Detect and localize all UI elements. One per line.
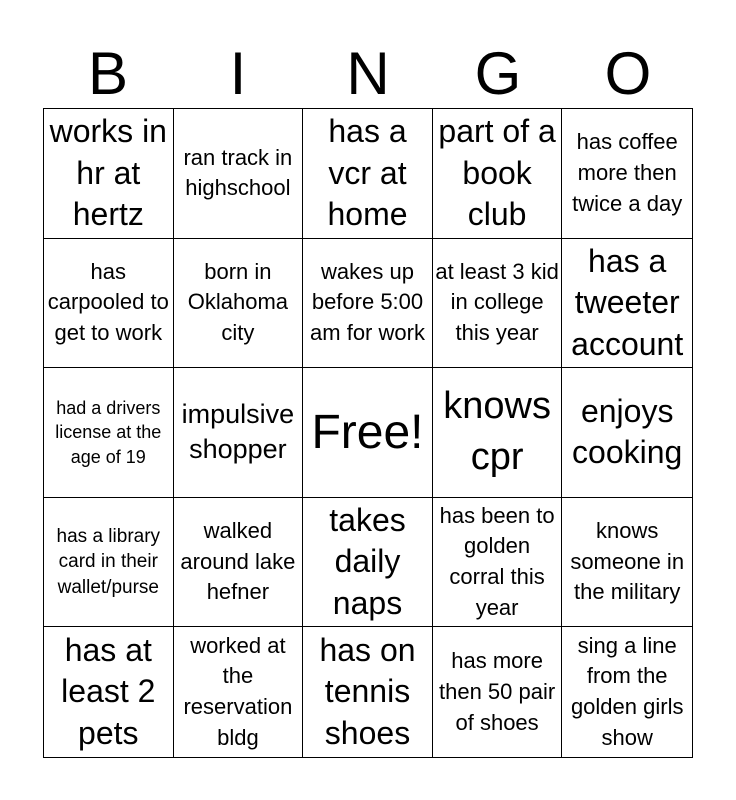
bingo-cell-r3c4[interactable] (433, 368, 563, 498)
header-letter-b: B (87, 40, 129, 107)
bingo-cell-r1c5[interactable] (562, 109, 692, 239)
cell-text: has a vcr at home (327, 112, 408, 233)
bingo-cell-r2c5[interactable] (562, 239, 692, 369)
bingo-cell-r4c4[interactable] (433, 498, 563, 628)
cell-text: has been to golden corral this year (439, 502, 555, 620)
bingo-cell-r3c1[interactable] (44, 368, 174, 498)
bingo-cell-r1c2[interactable] (174, 109, 304, 239)
cell-text: enjoys cooking (572, 392, 683, 471)
cell-text: impulsive shopper (181, 399, 295, 465)
cell-text: has carpooled to get to work (47, 258, 169, 346)
cell-text: part of a book club (438, 112, 556, 233)
bingo-cell-r1c4[interactable] (433, 109, 563, 239)
bingo-cell-r2c2[interactable] (174, 239, 304, 369)
bingo-cell-r5c4[interactable] (433, 627, 563, 757)
cell-text: takes daily naps (329, 501, 406, 621)
bingo-cell-r1c3[interactable] (303, 109, 433, 239)
bingo-cell-r3c2[interactable] (174, 368, 304, 498)
cell-text: has a library card in their wallet/purse (56, 525, 161, 598)
bingo-cell-r4c5[interactable] (562, 498, 692, 628)
cell-text: has coffee more then twice a day (572, 129, 683, 216)
bingo-cell-r2c3[interactable] (303, 239, 433, 369)
bingo-cell-r5c3[interactable] (303, 627, 433, 757)
bingo-cell-r5c5[interactable] (562, 627, 692, 757)
bingo-cell-r1c1[interactable] (44, 109, 174, 239)
cell-text: had a drivers license at the age of 19 (55, 398, 162, 467)
bingo-board (43, 108, 693, 758)
bingo-cell-free[interactable] (303, 368, 433, 498)
bingo-cell-r4c1[interactable] (44, 498, 174, 628)
cell-text: works in hr at hertz (49, 112, 167, 233)
cell-text: sing a line from the golden girls show (570, 632, 684, 750)
bingo-cell-r4c2[interactable] (174, 498, 304, 628)
bingo-cell-r4c3[interactable] (303, 498, 433, 628)
free-space-text: Free! (311, 405, 424, 459)
cell-text: has on tennis shoes (319, 631, 416, 751)
bingo-header (43, 40, 693, 108)
cell-text: has at least 2 pets (61, 631, 156, 751)
header-letter-o: O (604, 40, 652, 107)
cell-text: wakes up before 5:00 am for work (310, 258, 425, 346)
bingo-cell-r5c2[interactable] (174, 627, 304, 757)
cell-text: worked at the reservation bldg (183, 632, 293, 750)
cell-text: born in Oklahoma city (187, 258, 289, 346)
header-letter-g: G (474, 40, 522, 107)
bingo-cell-r3c5[interactable] (562, 368, 692, 498)
cell-text: walked around lake hefner (180, 517, 296, 605)
cell-text: has a tweeter account (571, 242, 684, 362)
bingo-cell-r2c1[interactable] (44, 239, 174, 369)
cell-text: ran track in highschool (183, 144, 293, 201)
cell-text: knows cpr (443, 385, 551, 479)
cell-text: has more then 50 pair of shoes (438, 648, 556, 735)
bingo-cell-r2c4[interactable] (433, 239, 563, 369)
header-letter-i: I (229, 40, 247, 107)
cell-text: knows someone in the military (570, 517, 685, 605)
header-letter-n: N (346, 40, 390, 107)
bingo-cell-r5c1[interactable] (44, 627, 174, 757)
cell-text: at least 3 kid in college this year (435, 258, 559, 346)
